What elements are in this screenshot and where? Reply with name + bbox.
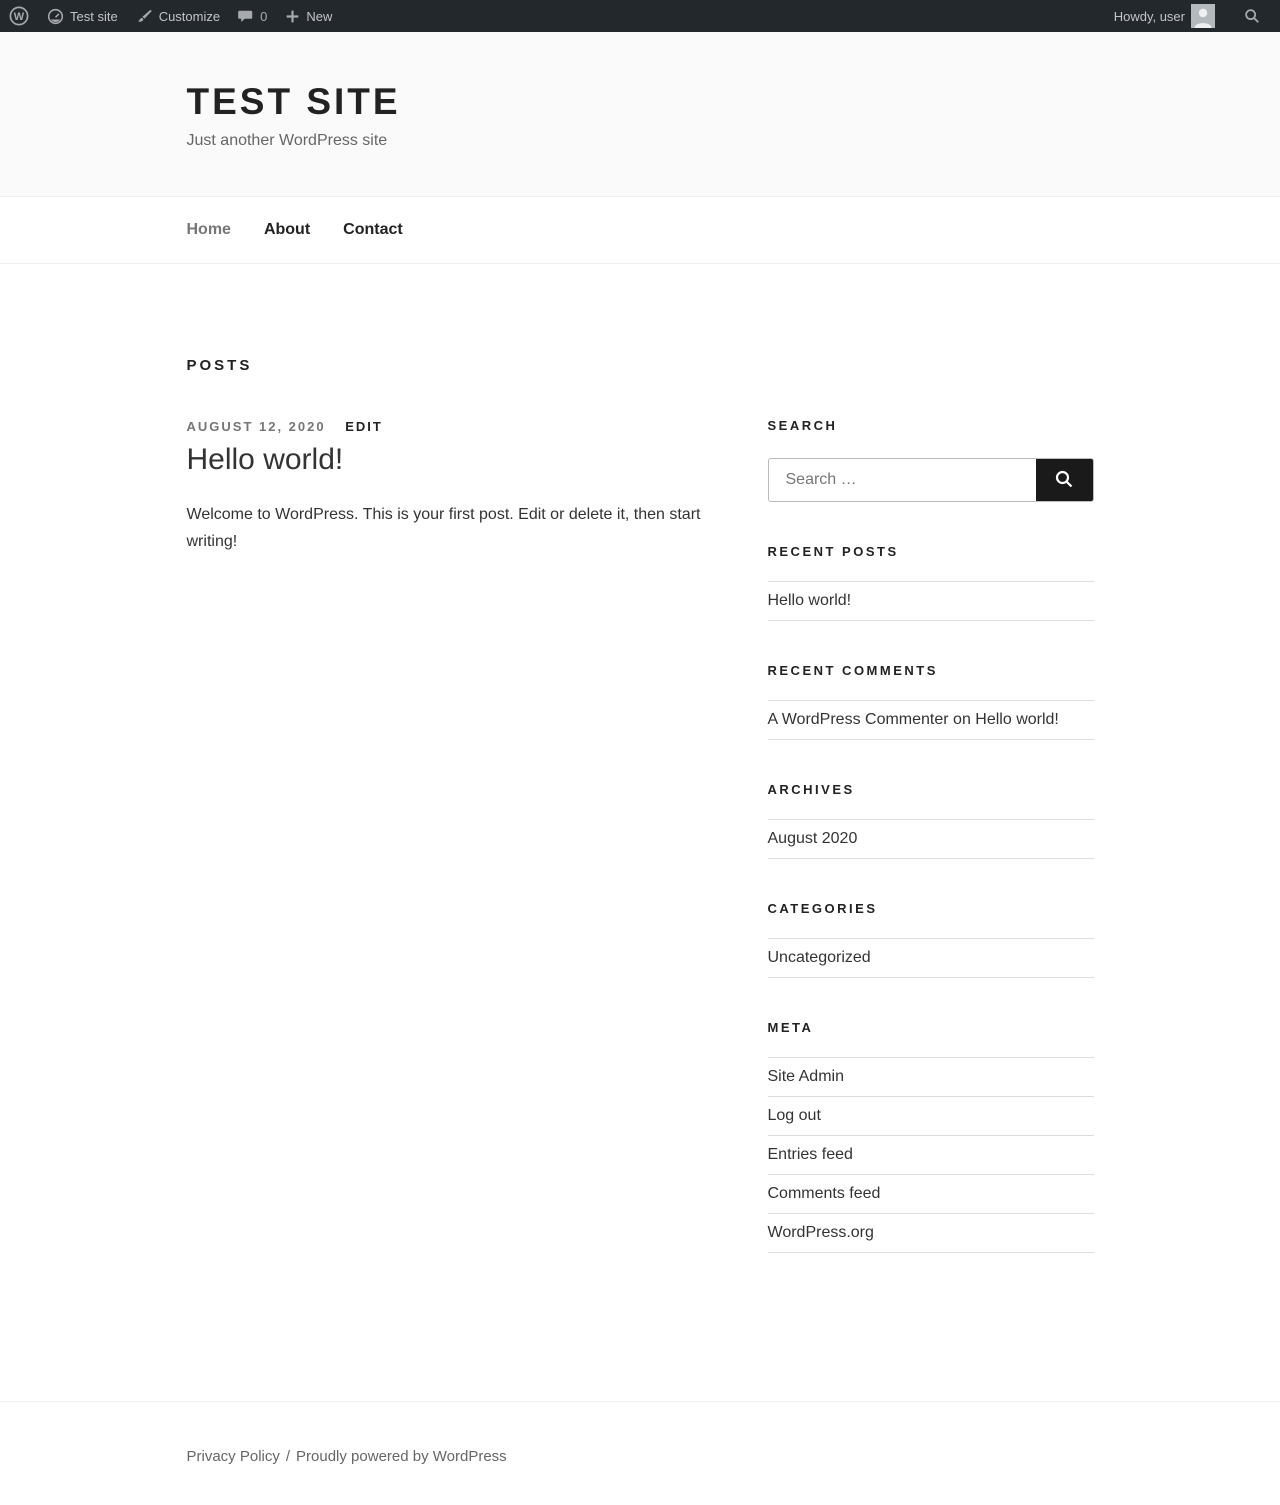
recent-comments-widget — [768, 664, 1094, 740]
archives-widget — [768, 783, 1094, 859]
privacy-policy-link[interactable]: Privacy Policy — [186, 1448, 280, 1465]
nav-item-contact[interactable]: Contact — [343, 221, 403, 238]
primary-navigation — [0, 197, 1280, 264]
site-title[interactable]: TEST SITE — [186, 81, 401, 122]
wordpress-logo-icon — [9, 6, 29, 26]
entries-feed-link[interactable]: Entries feed — [767, 1146, 853, 1163]
archives-title: ARCHIVES — [767, 782, 855, 797]
content-column — [187, 419, 713, 556]
site-main — [0, 264, 1280, 1401]
admin-bar-comments[interactable] — [229, 0, 276, 32]
list-item — [768, 1097, 1094, 1136]
categories-title: CATEGORIES — [767, 901, 878, 916]
howdy-user-label: Howdy, user — [1113, 8, 1185, 24]
avatar — [1191, 4, 1215, 28]
post-body-text: Welcome to WordPress. This is your first post. Edit or delete it, then start writing! — [186, 505, 701, 551]
post-title-link[interactable]: Hello world! — [186, 443, 344, 476]
meta-widget — [768, 1021, 1094, 1253]
list-item — [768, 1136, 1094, 1175]
admin-bar-new[interactable] — [276, 0, 341, 32]
dashboard-gauge-icon — [47, 8, 64, 25]
admin-bar — [0, 0, 1280, 32]
comment-on-text: on — [948, 711, 976, 728]
footer-separator: / — [285, 1448, 291, 1465]
meta-title: META — [767, 1020, 814, 1035]
site-footer — [0, 1401, 1280, 1505]
search-widget-title: SEARCH — [767, 418, 838, 433]
wordpress-logo-menu[interactable] — [0, 0, 38, 32]
plus-icon — [285, 9, 300, 24]
customize-label: Customize — [158, 8, 221, 24]
list-item — [768, 701, 1094, 740]
comments-feed-link[interactable]: Comments feed — [767, 1185, 881, 1202]
nav-item-home[interactable]: Home — [186, 221, 231, 238]
archive-link[interactable]: August 2020 — [767, 830, 858, 847]
site-header — [0, 32, 1280, 197]
post-date-link[interactable]: AUGUST 12, 2020 — [186, 419, 326, 434]
list-item — [768, 1058, 1094, 1097]
search-submit-button[interactable] — [1036, 459, 1093, 501]
recent-post-link[interactable]: Hello world! — [767, 592, 852, 609]
admin-bar-left-group — [0, 0, 341, 32]
new-label: New — [306, 8, 333, 24]
site-name-label: Test site — [70, 8, 118, 24]
comments-count: 0 — [260, 8, 268, 24]
page-title: POSTS — [186, 357, 253, 374]
paintbrush-icon — [136, 8, 153, 25]
list-item — [768, 1214, 1094, 1253]
post-article — [187, 419, 713, 556]
categories-widget — [768, 902, 1094, 978]
search-icon — [1243, 7, 1261, 25]
sidebar — [768, 419, 1094, 1296]
site-admin-link[interactable]: Site Admin — [767, 1068, 844, 1085]
site-tagline: Just another WordPress site — [186, 131, 388, 149]
comment-post-link[interactable]: Hello world! — [975, 711, 1059, 728]
post-edit-link[interactable]: EDIT — [345, 419, 383, 434]
recent-posts-widget — [768, 545, 1094, 621]
comment-bubble-icon — [238, 8, 254, 24]
list-item — [768, 939, 1094, 978]
powered-by-link[interactable]: Proudly powered by WordPress — [296, 1448, 507, 1465]
search-button-icon — [1053, 468, 1075, 493]
list-item — [768, 582, 1094, 621]
svg-text:W: W — [13, 11, 25, 24]
wordpress-org-link[interactable]: WordPress.org — [767, 1224, 874, 1241]
log-out-link[interactable]: Log out — [767, 1107, 821, 1124]
entry-meta — [187, 419, 713, 435]
search-form — [768, 458, 1094, 502]
list-item — [768, 1175, 1094, 1214]
category-link[interactable]: Uncategorized — [767, 949, 871, 966]
admin-bar-search-toggle[interactable] — [1234, 0, 1270, 32]
admin-bar-right-group — [1105, 0, 1270, 32]
recent-posts-title: RECENT POSTS — [767, 544, 899, 559]
admin-bar-customize[interactable] — [127, 0, 229, 32]
admin-bar-my-account[interactable] — [1105, 0, 1224, 32]
recent-comments-title: RECENT COMMENTS — [767, 663, 938, 678]
admin-bar-site-name[interactable] — [38, 0, 127, 32]
comment-author-link[interactable]: A WordPress Commenter — [767, 711, 949, 728]
search-widget — [768, 419, 1094, 502]
list-item — [768, 820, 1094, 859]
nav-item-about[interactable]: About — [263, 221, 311, 238]
